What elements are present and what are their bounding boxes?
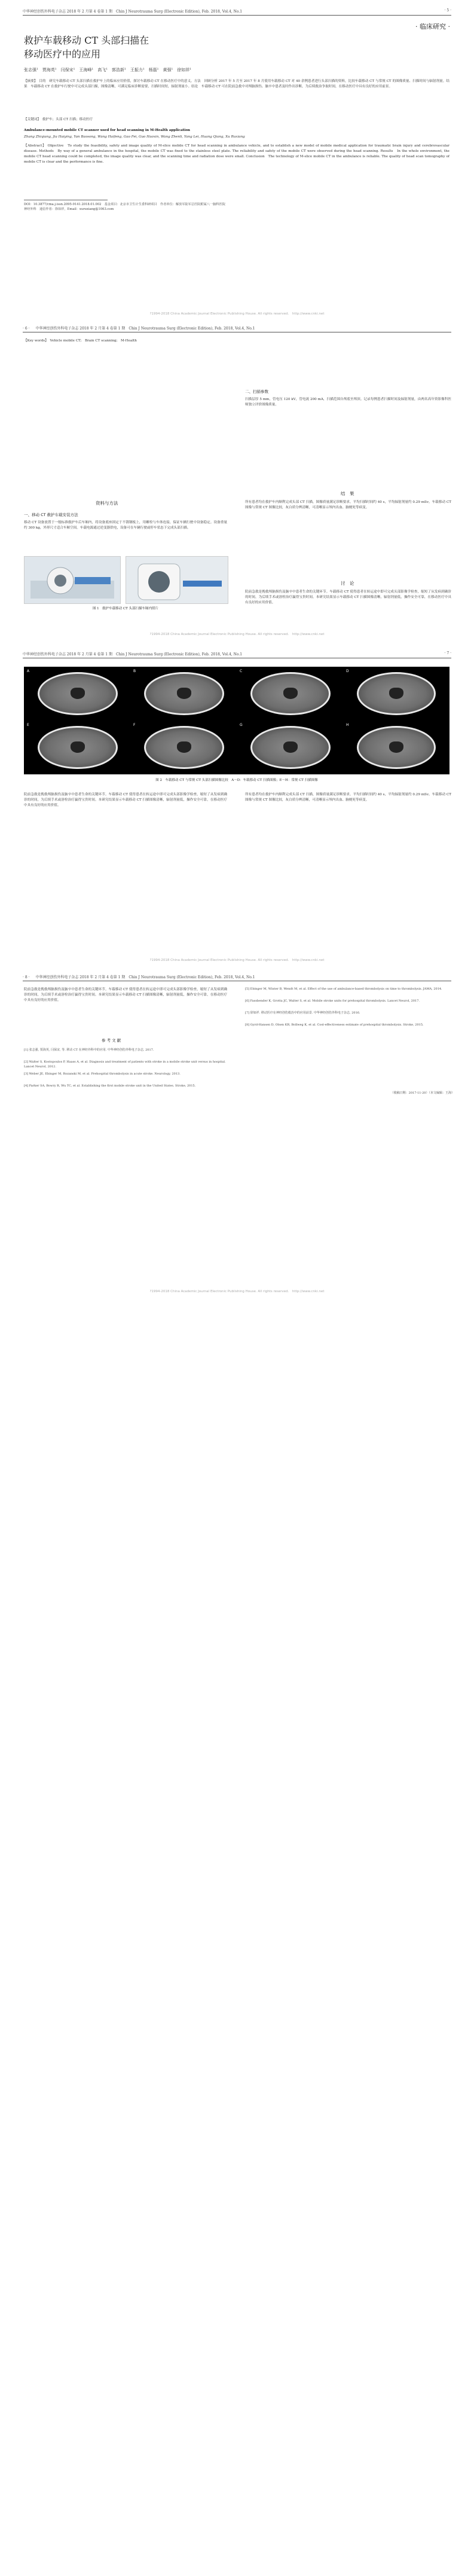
figure-2-caption: 图 2 车载移动 CT 与常规 CT 头部扫描图像比较 A～D：车载移动 CT 扫描图像；E～H：常规 CT 扫描图像 [155, 779, 318, 782]
methods-body-2: 扫描层厚 5 mm，管电压 120 kV，管电流 200 mA，扫描范围自颅底至颅顶。记录每例患者扫描时间及辐射剂量，由两名高年资影像科医师独立评价图像质量。 [245, 398, 451, 407]
methods-body-1: 移动 CT 设备放置于一般标准救护车后车厢内，将设备底座固定于不锈钢板上，用螺栓与车体连接，保证车辆行驶中设备稳定。设备重量约 300 kg，外形尺寸适合车厢空间。车载电源通过逆变器供电，设备可在车辆行驶或停车状态下完成头部扫描。 [24, 521, 227, 530]
page-2 [0, 317, 474, 640]
methods-subtitle-1: 一、移动 CT 救护车载安装方法 [24, 512, 78, 517]
section-results-title: 结 果 [341, 491, 354, 496]
title-line-2: 移动医疗中的应用 [24, 48, 101, 60]
page-footer: ?1994-2018 China Academic Journal Electronic Publishing House. All rights reserved. http://www.cnki.net [149, 1290, 325, 1293]
ct-image-a [25, 668, 130, 719]
section-tag: · 临床研究 · [415, 23, 450, 30]
ct-label: C [240, 669, 243, 673]
reference-item: [2] Walter S, Kostopoulos P, Haass A, et al. Diagnosis and treatment of patients with stroke in a mobile stroke unit versus in hospital. Lancet Neurol, 2012. [24, 1060, 226, 1069]
abstract-cn: 【摘要】 目的 研究车载移动 CT 头部扫描在救护车上的临床应用价值，探讨车载移动 CT 在移动医疗中的意义。方法 回顾分析 2017 年 5 月至 2017 年 8 月使用车载移动 CT 对 40 余例患者进行头部扫描的资料，比较车载移动 CT 与常规 CT 的图像质量、扫描时间与辐射剂量。结果 车载移动 CT 在救护车行驶中可完成头部扫描，图像清晰，可满足临床诊断需要，扫描时间短，辐射剂量小。结论 车载移动 CT 可在院前急救中对颅脑损伤、脑卒中患者及时作出诊断，为后续救治争取时间，在移动医疗中具有良好的应用前景。 [24, 80, 449, 88]
reference-item: [8] Gyrd-Hansen D, Olsen KR, Bollweg K, et al. Cost-effectiveness estimate of prehospital thrombolysis. Stroke, 2015. [245, 1023, 424, 1027]
received-note: （收稿日期：2017-11-20）（本文编辑：王海） [390, 1091, 454, 1095]
reference-item: [5] Ebinger M, Winter B, Wendt M, et al. Effect of the use of ambulance-based thrombolysis on time to thrombolysis. JAMA, 2014. [245, 987, 442, 991]
methods-subtitle-2: 二、扫描参数 [245, 389, 268, 394]
ct-image-c [238, 668, 343, 719]
ct-label: B [133, 669, 136, 673]
page-footer: ?1994-2018 China Academic Journal Electronic Publishing House. All rights reserved. http://www.cnki.net [149, 959, 325, 962]
reference-item: [3] Weber JE, Ebinger M, Rozanski M, et al. Prehospital thrombolysis in acute stroke. Neurology, 2013. [24, 1072, 181, 1076]
running-header [23, 325, 451, 332]
ct-label: G [240, 723, 243, 727]
title-line-1: 救护车载移动 CT 头部扫描在 [24, 35, 149, 46]
authors-en: Zhang Zhiqiang, Jia Haiying, Yan Baosong, Wang Haifeng, Gao Fei, Guo Haoxin, Wang Zhenli, Yang Lei, Huang Qiang, Xu Ruxiang [24, 135, 245, 139]
ct-image-g [238, 722, 343, 773]
page-number: · 5 · [444, 8, 451, 13]
ambulance-interior-image [25, 557, 120, 603]
ct-image-f [132, 722, 237, 773]
keywords-cn: 【关键词】 救护车；头部 CT 扫描；移动医疗 [24, 118, 93, 121]
reference-item: [1] 张志强, 贾海英, 闫保宋, 等. 移动 CT 在神经外科中的应用. 中华神经创伤外科电子杂志, 2017. [24, 1048, 154, 1052]
page-footer: ?1994-2018 China Academic Journal Electronic Publishing House. All rights reserved. http://www.cnki.net [149, 633, 325, 636]
page-number: · 7 · [444, 651, 451, 655]
running-header-text: 中华神经创伤外科电子杂志 2018 年 2 月第 4 卷第 1 期 Chin J Neurotrauma Surg (Electronic Edition), Feb. 2018, Vol.4, No.1 [23, 652, 243, 657]
section-discussion-title: 讨 论 [341, 581, 354, 586]
references-title: 参 考 文 献 [102, 1038, 121, 1043]
ct-label: F [133, 723, 136, 727]
ct-image-d [344, 668, 448, 719]
results-body: 所有患者均在救护车内顺利完成头部 CT 扫描，图像质量满足诊断要求。平均扫描时间约 40 s，平均辐射剂量约 0.29 mSv。车载移动 CT 图像与常规 CT 图像比较，灰白质分辨清晰，可清晰显示颅内出血、脑梗死等病变。 [245, 500, 451, 509]
running-header-text: 中华神经创伤外科电子杂志 2018 年 2 月第 4 卷第 1 期 Chin J Neurotrauma Surg (Electronic Edition), Feb. 2018, Vol.4, No.1 [35, 326, 255, 331]
ct-label: E [27, 723, 29, 727]
discussion-body-cont-left: 院前急救是挽救颅脑损伤及脑卒中患者生命的关键环节。车载移动 CT 使得患者在转运途中即可完成头部影像学检查，缩短了从发病到确诊的时间，为后续手术或溶栓治疗赢得宝贵时间。本研究结果显示车载移动 CT 扫描图像清晰，辐射剂量低，操作安全可靠，在移动医疗中具有良好的应用价值。 [24, 793, 227, 807]
discussion-body: 院前急救是挽救颅脑损伤及脑卒中患者生命的关键环节。车载移动 CT 使得患者在转运途中即可完成头部影像学检查，缩短了从发病到确诊的时间，为后续手术或溶栓治疗赢得宝贵时间。本研究结果显示车载移动 CT 扫描图像清晰，辐射剂量低，操作安全可靠，在移动医疗中具有良好的应用价值。 [245, 590, 451, 605]
page-footer: ?1994-2018 China Academic Journal Electronic Publishing House. All rights reserved. http://www.cnki.net [149, 312, 325, 316]
running-header-text: 中华神经创伤外科电子杂志 2018 年 2 月第 4 卷第 1 期 Chin J Neurotrauma Surg (Electronic Edition), Feb. 2018, Vol.4, No.1 [23, 10, 243, 14]
running-header [23, 8, 451, 16]
page-number: · 6 · [23, 326, 30, 331]
page-4 [0, 966, 474, 1301]
ct-label: H [346, 723, 349, 727]
ct-image-grid [24, 667, 449, 774]
page-number: · 8 · [23, 975, 30, 979]
running-header-text: 中华神经创伤外科电子杂志 2018 年 2 月第 4 卷第 1 期 Chin J Neurotrauma Surg (Electronic Edition), Feb. 2018, Vol.4, No.1 [35, 975, 255, 979]
discussion-conclusion: 院前急救是挽救颅脑损伤及脑卒中患者生命的关键环节。车载移动 CT 使得患者在转运途中即可完成头部影像学检查，缩短了从发病到确诊的时间，为后续手术或溶栓治疗赢得宝贵时间。本研究结果显示车载移动 CT 扫描图像清晰，辐射剂量低，操作安全可靠，在移动医疗中具有良好的应用价值。 [24, 988, 227, 1002]
article-title [24, 33, 149, 61]
ct-gantry-image [126, 557, 228, 603]
authors: 张志强¹ 贾海英¹ 闫保宋¹ 王海峰¹ 高飞¹ 郭浩新¹ 王振力¹ 杨磊¹ 黄强¹ 徐如祥¹ [24, 68, 192, 72]
results-body-cont-right: 所有患者均在救护车内顺利完成头部 CT 扫描，图像质量满足诊断要求。平均扫描时间约 40 s，平均辐射剂量约 0.29 mSv。车载移动 CT 图像与常规 CT 图像比较，灰白质分辨清晰，可清晰显示颅内出血、脑梗死等病变。 [245, 793, 451, 802]
title-en: Ambulance-mounted mobile CT scanner used for head scanning in M-Health application [24, 129, 190, 132]
ct-image-b [132, 668, 237, 719]
page-3 [0, 643, 474, 966]
ct-label: D [346, 669, 349, 673]
figure-1-caption: 图 1 救护车载移动 CT 头部扫描车厢内照片 [92, 607, 159, 611]
reference-item: [4] Parker SA, Bowry R, Wu TC, et al. Establishing the first mobile stroke unit in the United States. Stroke, 2015. [24, 1084, 196, 1088]
abstract-en: 【Abstract】 Objective To study the feasibility, safety and image quality of M-slice mobile CT for head scanning in ambulance vehicle, and to establish a new model of mobile medical application for traumatic brain injury and cerebrovascular disease. Methods By way of a general ambulance in the hospital, the mobile CT was fixed to the stainless steel plate. The reliability and safety of the mobile CT were observed during the head scanning. Results In the whole environment, the mobile CT head scanning could be completed, the image quality was clear, and the scanning time and radiation dose were small. Conclusion The technology of M-slice mobile CT in the ambulance is reliable. The quality of head scan tomography of mobile CT is clear and the performance is fine. [24, 144, 449, 164]
ct-label: A [27, 669, 30, 673]
reference-item: [6] Fassbender K, Grotta JC, Walter S, et al. Mobile stroke units for prehospital thrombolysis. Lancet Neurol, 2017. [245, 999, 420, 1003]
running-header [23, 974, 451, 981]
ct-image-h [344, 722, 448, 773]
ct-image-e [25, 722, 130, 773]
ambulance-ct-photo-1 [24, 556, 121, 604]
footnote: DOI：10.3877/cma.j.issn.2095-9141.2018.01.002 基金项目：北京市卫生计生委科研项目 作者单位：解放军陆军总医院附属八一脑科医院神经外科 通信作者：徐如祥，Email：xuruxiang@1063.com [24, 203, 225, 211]
running-header [23, 651, 451, 658]
reference-item: [7] 徐如祥. 移动医疗在神经创伤救治中的应用前景. 中华神经创伤外科电子杂志, 2016. [245, 1011, 360, 1015]
ambulance-ct-photo-2 [126, 556, 228, 604]
keywords-en: 【Key words】 Vehicle mobile CT; Brain CT scanning; M-Health [24, 339, 137, 343]
section-methods-title: 资料与方法 [96, 500, 118, 506]
